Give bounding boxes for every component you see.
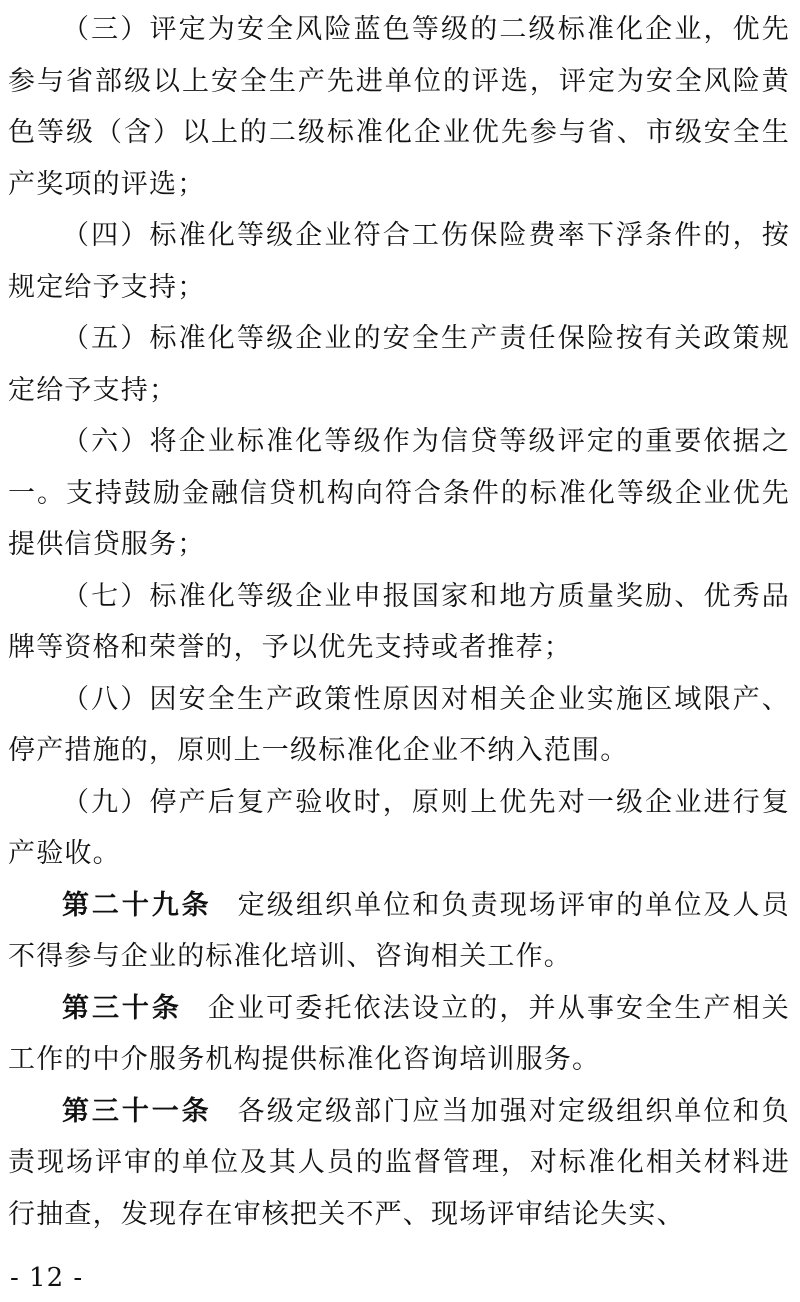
clause-3: （三）评定为安全风险蓝色等级的二级标准化企业，优先参与省部级以上安全生产先进单位的评选，评定为安全风险黄色等级（含）以上的二级标准化企业优先参与省、市级安全生产奖项的评选；	[8, 14, 790, 200]
article-29-text: 定级组织单位和负责现场评审的单位及人员不得参与企业的标准化培训、咨询相关工作。	[8, 889, 790, 972]
article-31-title: 第三十一条	[62, 1095, 212, 1127]
clause-9: （九）停产后复产验收时，原则上优先对一级企业进行复产验收。	[8, 786, 790, 869]
article-29	[8, 880, 790, 983]
article-30-text: 企业可委托依法设立的，并从事安全生产相关工作的中介服务机构提供标准化咨询培训服务。	[8, 992, 791, 1075]
clause-8: （八）因安全生产政策性原因对相关企业实施区域限产、停产措施的，原则上一级标准化企业不纳入范围。	[8, 683, 790, 766]
document-body	[8, 4, 790, 1240]
clause-7: （七）标准化等级企业申报国家和地方质量奖励、优秀品牌等资格和荣誉的，予以优先支持或者推荐；	[8, 580, 790, 663]
article-30-title: 第三十条	[62, 992, 182, 1024]
article-30	[8, 983, 790, 1086]
article-29-title: 第二十九条	[62, 889, 212, 921]
page-number: - 12 -	[10, 1263, 84, 1293]
clause-4: （四）标准化等级企业符合工伤保险费率下浮条件的，按规定给予支持；	[8, 220, 790, 303]
article-31-text: 各级定级部门应当加强对定级组织单位和负责现场评审的单位及其人员的监督管理，对标准化相关材料进行抽查，发现存在审核把关不严、现场评审结论失实、	[8, 1095, 790, 1230]
article-31	[8, 1086, 790, 1241]
clause-6: （六）将企业标准化等级作为信贷等级评定的重要依据之一。支持鼓励金融信贷机构向符合条件的标准化等级企业优先提供信贷服务；	[8, 426, 790, 560]
clause-5: （五）标准化等级企业的安全生产责任保险按有关政策规定给予支持；	[8, 323, 790, 406]
